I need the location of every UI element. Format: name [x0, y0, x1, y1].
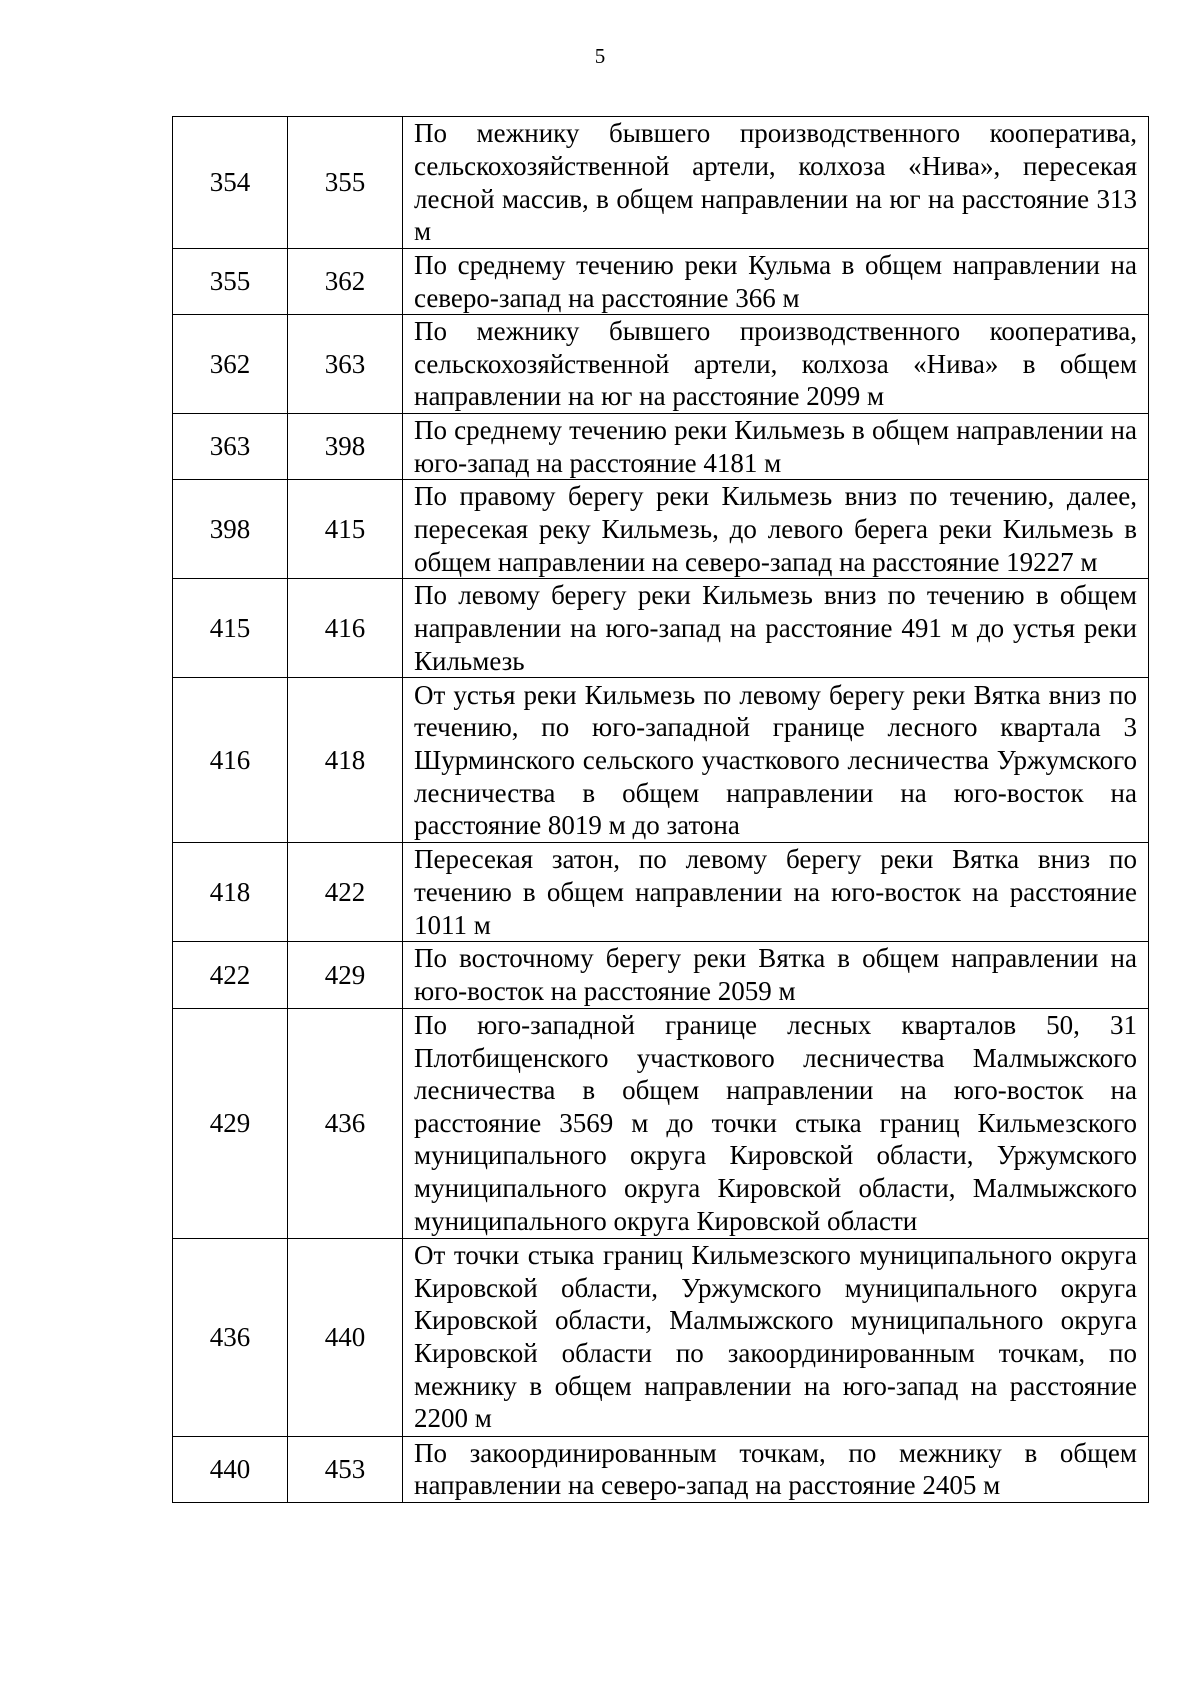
table-row: [173, 579, 1149, 678]
from-point: 418: [173, 843, 288, 942]
table-row: [173, 1238, 1149, 1436]
table-row: [173, 117, 1149, 249]
route-description: По левому берегу реки Кильмезь вниз по течению в общем направлении на юго-запад на расстояние 491 м до устья реки Кильмезь: [403, 579, 1149, 678]
table-row: [173, 480, 1149, 579]
to-point: 422: [288, 843, 403, 942]
to-point: 418: [288, 678, 403, 843]
from-point: 398: [173, 480, 288, 579]
to-point: 415: [288, 480, 403, 579]
boundary-table: [172, 116, 1149, 1503]
table-row: [173, 942, 1149, 1008]
table-row: [173, 315, 1149, 414]
from-point: 416: [173, 678, 288, 843]
to-point: 363: [288, 315, 403, 414]
from-point: 354: [173, 117, 288, 249]
to-point: 355: [288, 117, 403, 249]
from-point: 436: [173, 1238, 288, 1436]
to-point: 436: [288, 1008, 403, 1238]
table-row: [173, 843, 1149, 942]
route-description: По межнику бывшего производственного кооператива, сельскохозяйственной артели, колхоза «Нива», пересекая лесной массив, в общем направлении на юг на расстояние 313 м: [403, 117, 1149, 249]
route-description: По среднему течению реки Кильмезь в общем направлении на юго-запад на расстояние 4181 м: [403, 414, 1149, 480]
page-number: 5: [594, 44, 606, 68]
route-description: По правому берегу реки Кильмезь вниз по течению, далее, пересекая реку Кильмезь, до левого берега реки Кильмезь в общем направлении на северо-запад на расстояние 19227 м: [403, 480, 1149, 579]
to-point: 398: [288, 414, 403, 480]
table-row: [173, 678, 1149, 843]
route-description: По восточному берегу реки Вятка в общем направлении на юго-восток на расстояние 2059 м: [403, 942, 1149, 1008]
table-row: [173, 1008, 1149, 1238]
route-description: По межнику бывшего производственного кооператива, сельскохозяйственной артели, колхоза «Нива» в общем направлении на юг на расстояние 2099 м: [403, 315, 1149, 414]
from-point: 422: [173, 942, 288, 1008]
to-point: 362: [288, 249, 403, 315]
to-point: 429: [288, 942, 403, 1008]
route-description: От устья реки Кильмезь по левому берегу реки Вятка вниз по течению, по юго-западной границе лесного квартала 3 Шурминского сельского участкового лесничества Уржумского лесничества в общем направлении на юго-восток на расстояние 8019 м до затона: [403, 678, 1149, 843]
to-point: 440: [288, 1238, 403, 1436]
from-point: 355: [173, 249, 288, 315]
route-description: Пересекая затон, по левому берегу реки Вятка вниз по течению в общем направлении на юго-восток на расстояние 1011 м: [403, 843, 1149, 942]
from-point: 363: [173, 414, 288, 480]
to-point: 453: [288, 1436, 403, 1502]
to-point: 416: [288, 579, 403, 678]
table-row: [173, 249, 1149, 315]
from-point: 440: [173, 1436, 288, 1502]
from-point: 429: [173, 1008, 288, 1238]
table-row: [173, 1436, 1149, 1502]
route-description: По юго-западной границе лесных кварталов 50, 31 Плотбищенского участкового лесничества Малмыжского лесничества в общем направлении на юго-восток на расстояние 3569 м до точки стыка границ Кильмезского муниципального округа Кировской области, Уржумского муниципального округа Кировской области, Малмыжского муниципального округа Кировской области: [403, 1008, 1149, 1238]
from-point: 415: [173, 579, 288, 678]
route-description: По среднему течению реки Кульма в общем направлении на северо-запад на расстояние 366 м: [403, 249, 1149, 315]
table-row: [173, 414, 1149, 480]
route-description: По закоординированным точкам, по межнику в общем направлении на северо-запад на расстояние 2405 м: [403, 1436, 1149, 1502]
from-point: 362: [173, 315, 288, 414]
route-description: От точки стыка границ Кильмезского муниципального округа Кировской области, Уржумского муниципального округа Кировской области, Малмыжского муниципального округа Кировской области по закоординированным точкам, по межнику в общем направлении на юго-запад на расстояние 2200 м: [403, 1238, 1149, 1436]
